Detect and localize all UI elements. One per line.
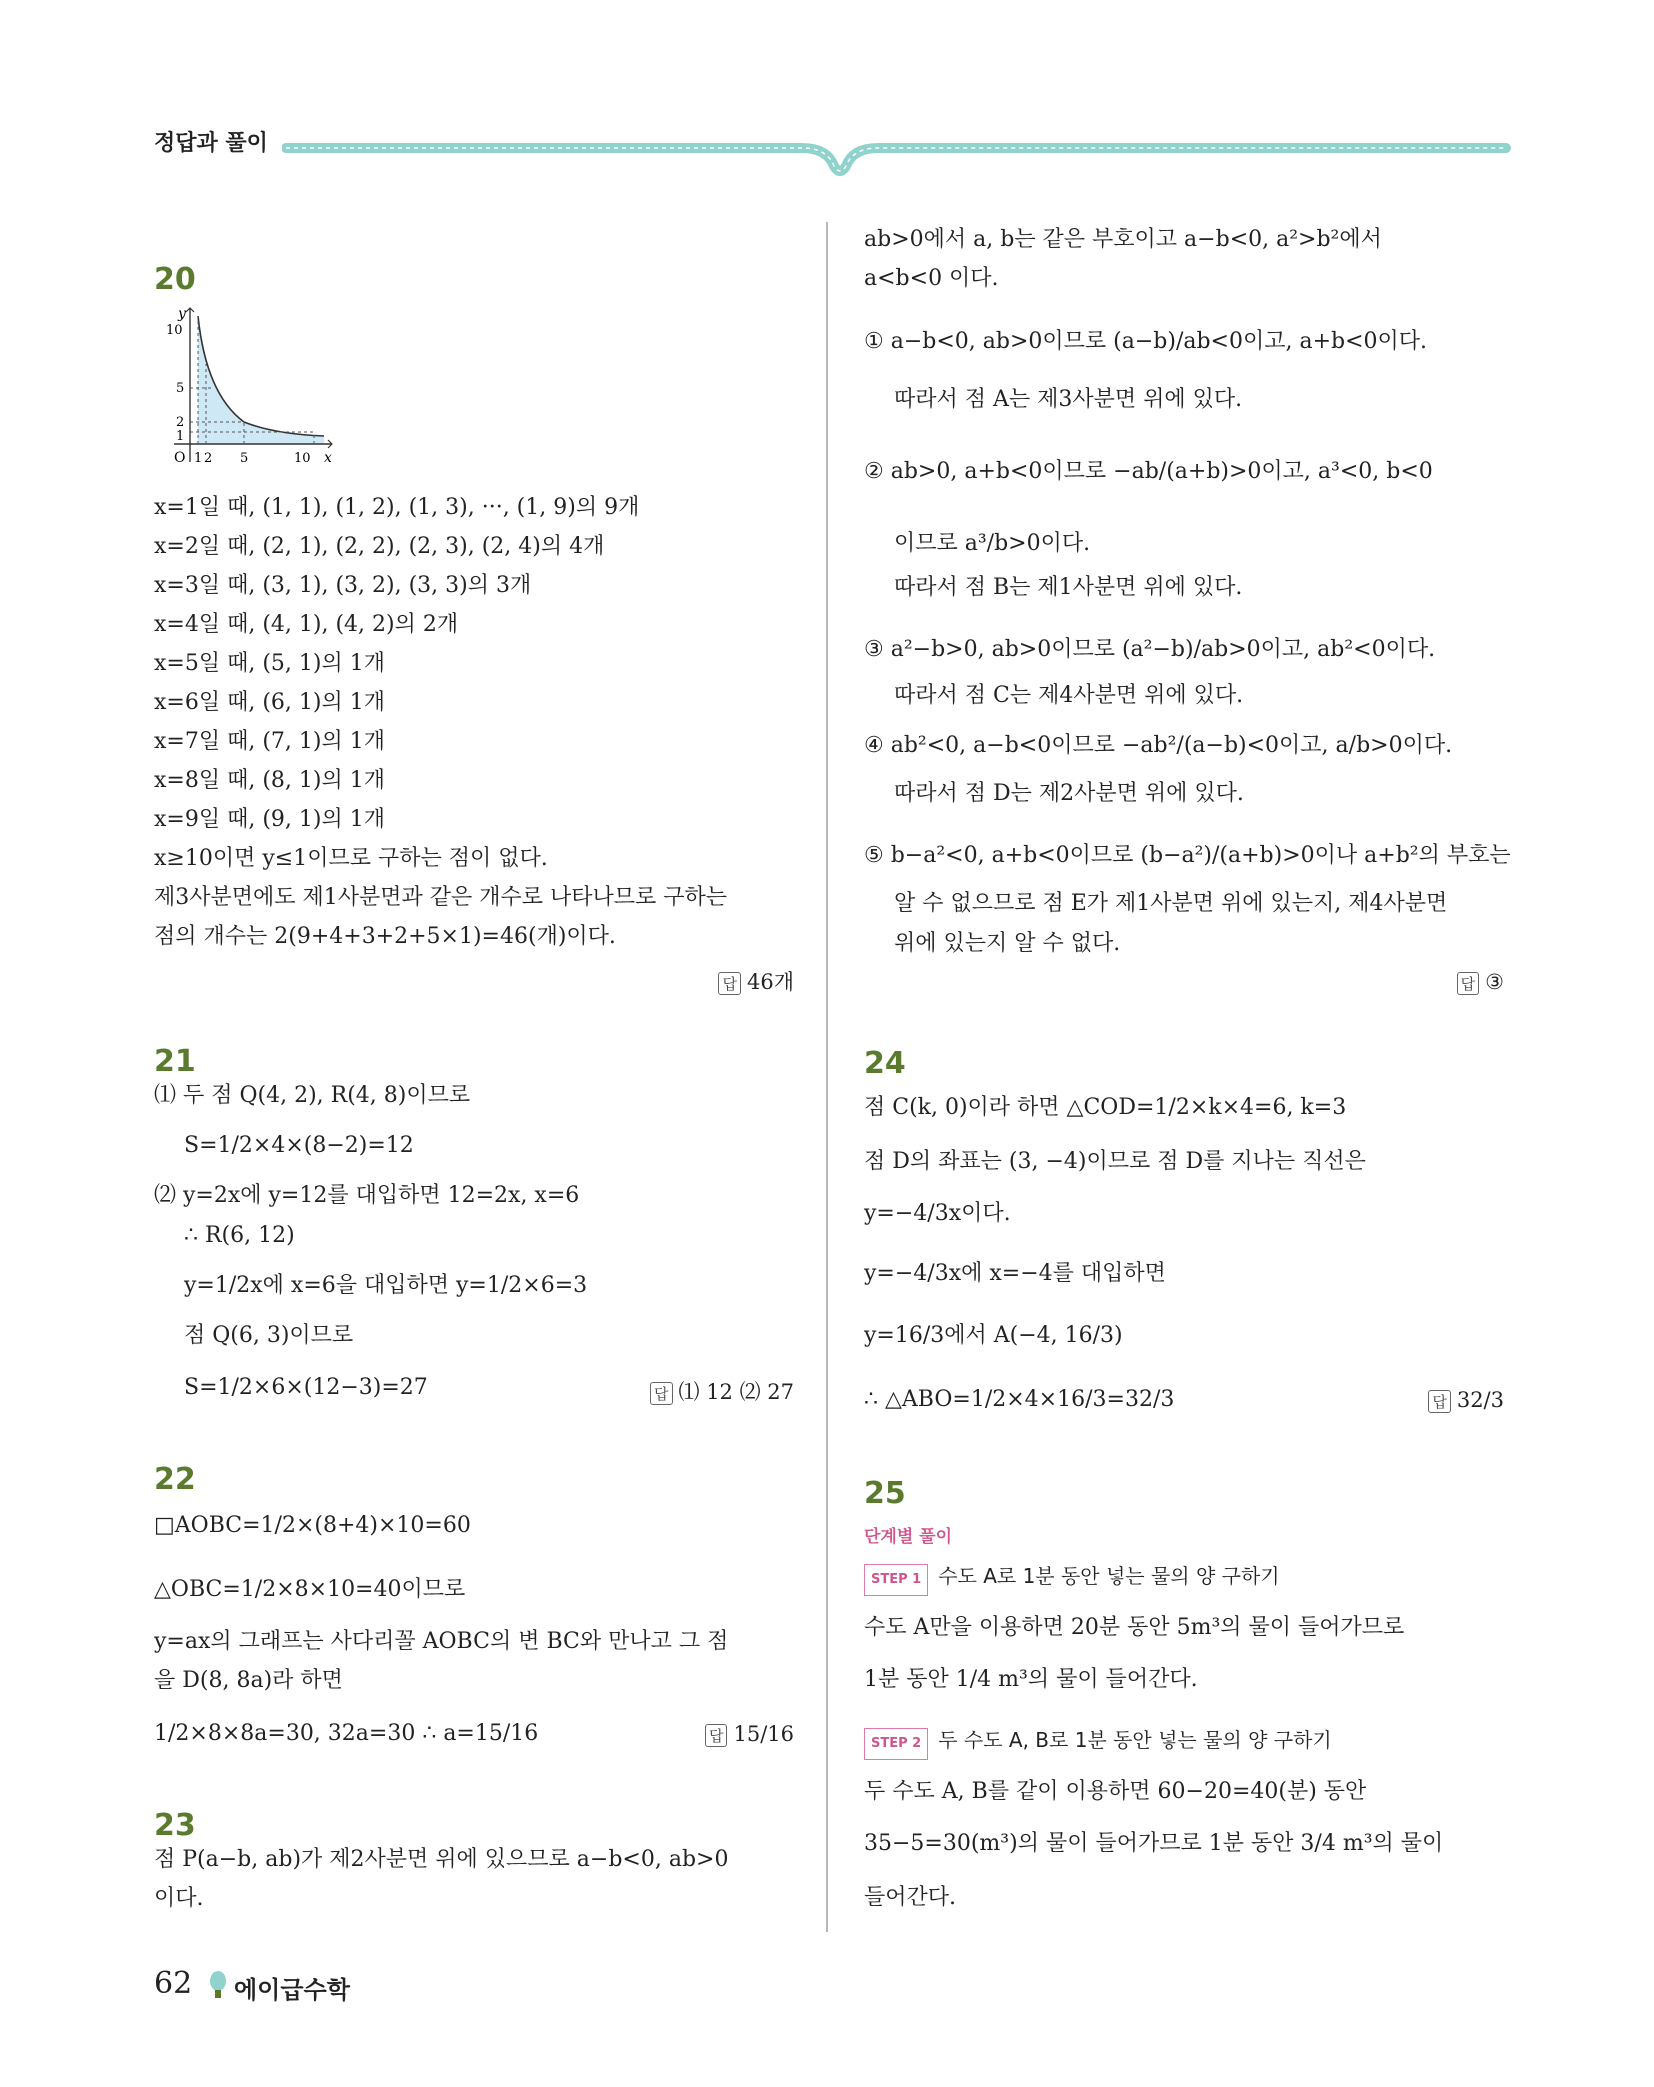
answer-value: 15/16 (733, 1722, 794, 1746)
q21-line: ∴ R(6, 12) (184, 1223, 295, 1248)
answer-value: 46개 (746, 970, 794, 994)
question-number-21: 21 (154, 1044, 196, 1079)
step1-title: 수도 A로 1분 동안 넣는 물의 양 구하기 (938, 1564, 1280, 1588)
q21-line: S=1/2×4×(8−2)=12 (184, 1133, 414, 1158)
q20-line: x≥10이면 y≤1이므로 구하는 점이 없다. (154, 846, 548, 871)
y-tick-1: 1 (176, 429, 185, 444)
q24-line: y=16/3에서 A(−4, 16/3) (864, 1323, 1123, 1348)
q24-line: y=−4/3x에 x=−4를 대입하면 (864, 1261, 1166, 1286)
question-number-20: 20 (154, 262, 196, 297)
step2-title: 두 수도 A, B로 1분 동안 넣는 물의 양 구하기 (938, 1728, 1332, 1752)
q23-line: ab>0에서 a, b는 같은 부호이고 a−b<0, a²>b²에서 (864, 227, 1382, 252)
question-number-25: 25 (864, 1476, 906, 1511)
q22-line: □AOBC=1/2×(8+4)×10=60 (154, 1513, 471, 1538)
q20-line: x=1일 때, (1, 1), (1, 2), (1, 3), ···, (1, 9)의 9개 (154, 495, 640, 520)
q23-line: 점 P(a−b, ab)가 제2사분면 위에 있으므로 a−b<0, ab>0 (154, 1847, 729, 1872)
origin-label: O (174, 450, 186, 466)
q20-line: x=7일 때, (7, 1)의 1개 (154, 729, 385, 754)
y-tick-5: 5 (176, 381, 185, 396)
q21-line: ⑴ 두 점 Q(4, 2), R(4, 8)이므로 (154, 1083, 471, 1108)
q23-line: a<b<0 이다. (864, 266, 999, 291)
q23-line: 따라서 점 D는 제2사분면 위에 있다. (894, 781, 1244, 806)
q25-step1-line: 1분 동안 1/4 m³의 물이 들어간다. (864, 1667, 1198, 1692)
step2-heading (864, 1726, 1332, 1760)
header-title: 정답과 풀이 (154, 131, 268, 156)
q20-line: x=2일 때, (2, 1), (2, 2), (2, 3), (2, 4)의 4개 (154, 534, 605, 559)
q23-line: 따라서 점 C는 제4사분면 위에 있다. (894, 683, 1244, 708)
answer-badge: 답 (705, 1724, 728, 1747)
question-number-23: 23 (154, 1808, 196, 1843)
y-tick-10: 10 (166, 323, 183, 338)
question-number-22: 22 (154, 1462, 196, 1497)
column-divider (826, 222, 828, 1932)
page-number: 62 (154, 1966, 193, 2001)
q21-line: S=1/2×6×(12−3)=27 (184, 1375, 428, 1400)
q23-line: 이므로 a³/b>0이다. (894, 531, 1091, 556)
q24-answer (1428, 1388, 1504, 1413)
q22-line: △OBC=1/2×8×10=40이므로 (154, 1577, 466, 1602)
answer-value: 32/3 (1456, 1388, 1504, 1412)
q23-line: 따라서 점 B는 제1사분면 위에 있다. (894, 575, 1243, 600)
answer-value: ⑴ 12 ⑵ 27 (678, 1380, 794, 1404)
q22-line: y=ax의 그래프는 사다리꼴 AOBC의 변 BC와 만나고 그 점 (154, 1629, 729, 1654)
x-tick-5: 5 (240, 451, 249, 466)
q24-line: 점 D의 좌표는 (3, −4)이므로 점 D를 지나는 직선은 (864, 1149, 1366, 1174)
q23-line: ③ a²−b>0, ab>0이므로 (a²−b)/ab>0이고, ab²<0이다. (864, 637, 1436, 662)
q25-step2-line: 들어간다. (864, 1885, 957, 1910)
q20-line: 제3사분면에도 제1사분면과 같은 개수로 나타나므로 구하는 (154, 885, 728, 910)
q20-answer (718, 966, 794, 996)
q25-step2-line: 35−5=30(m³)의 물이 들어가므로 1분 동안 3/4 m³의 물이 (864, 1831, 1444, 1856)
q23-line: ② ab>0, a+b<0이므로 −ab/(a+b)>0이고, a³<0, b<0 (864, 459, 1433, 484)
q21-answer (650, 1376, 794, 1406)
q22-line: 을 D(8, 8a)라 하면 (154, 1668, 343, 1693)
answer-badge: 답 (1457, 972, 1480, 995)
question-number-24: 24 (864, 1046, 906, 1081)
y-axis-label: y (178, 306, 186, 322)
q23-line: 따라서 점 A는 제3사분면 위에 있다. (894, 387, 1243, 412)
q21-line: 점 Q(6, 3)이므로 (184, 1323, 354, 1348)
q20-line: x=5일 때, (5, 1)의 1개 (154, 651, 385, 676)
x-tick-1: 1 (194, 451, 203, 466)
header-rule (282, 118, 1512, 178)
step1-heading (864, 1562, 1280, 1596)
brand-logo: 에이급수학 (234, 1976, 350, 2004)
x-axis-label: x (324, 450, 332, 466)
q20-line: x=4일 때, (4, 1), (4, 2)의 2개 (154, 612, 459, 637)
step1-badge: STEP 1 (864, 1564, 928, 1596)
q25-step2-line: 두 수도 A, B를 같이 이용하면 60−20=40(분) 동안 (864, 1779, 1367, 1804)
q24-line: y=−4/3x이다. (864, 1201, 1011, 1226)
q23-line: 이다. (154, 1886, 204, 1911)
answer-badge: 답 (718, 972, 741, 995)
q23-line: 위에 있는지 알 수 없다. (894, 931, 1121, 956)
q24-line: ∴ △ABO=1/2×4×16/3=32/3 (864, 1387, 1175, 1412)
q21-line: ⑵ y=2x에 y=12를 대입하면 12=2x, x=6 (154, 1183, 580, 1208)
q20-line: x=6일 때, (6, 1)의 1개 (154, 690, 385, 715)
answer-badge: 답 (1428, 1390, 1451, 1413)
q23-answer (1457, 970, 1504, 995)
q23-line: ④ ab²<0, a−b<0이므로 −ab²/(a−b)<0이고, a/b>0이다. (864, 733, 1453, 758)
q23-line: ⑤ b−a²<0, a+b<0이므로 (b−a²)/(a+b)>0이나 a+b²의 부호는 (864, 843, 1511, 868)
q21-line: y=1/2x에 x=6을 대입하면 y=1/2×6=3 (184, 1273, 588, 1298)
step-by-step-tag: 단계별 풀이 (864, 1527, 953, 1547)
lightbulb-icon (208, 1970, 228, 2000)
q20-graph (154, 304, 334, 466)
q20-line: 점의 개수는 2(9+4+3+2+5×1)=46(개)이다. (154, 924, 616, 949)
q22-line: 1/2×8×8a=30, 32a=30 ∴ a=15/16 (154, 1721, 539, 1746)
q23-line: 알 수 없으므로 점 E가 제1사분면 위에 있는지, 제4사분면 (894, 891, 1448, 916)
graph-shaded-region (198, 316, 324, 444)
x-tick-2: 2 (204, 451, 213, 466)
q23-line: ① a−b<0, ab>0이므로 (a−b)/ab<0이고, a+b<0이다. (864, 329, 1428, 354)
q20-line: x=9일 때, (9, 1)의 1개 (154, 807, 385, 832)
x-tick-10: 10 (294, 451, 311, 466)
answer-badge: 답 (650, 1382, 673, 1405)
y-tick-2: 2 (176, 415, 185, 430)
q24-line: 점 C(k, 0)이라 하면 △COD=1/2×k×4=6, k=3 (864, 1095, 1347, 1120)
q22-answer (705, 1722, 794, 1747)
answer-value: ③ (1485, 970, 1504, 994)
q20-line: x=3일 때, (3, 1), (3, 2), (3, 3)의 3개 (154, 573, 532, 598)
q25-step1-line: 수도 A만을 이용하면 20분 동안 5m³의 물이 들어가므로 (864, 1615, 1405, 1640)
q20-line: x=8일 때, (8, 1)의 1개 (154, 768, 385, 793)
step2-badge: STEP 2 (864, 1728, 928, 1760)
